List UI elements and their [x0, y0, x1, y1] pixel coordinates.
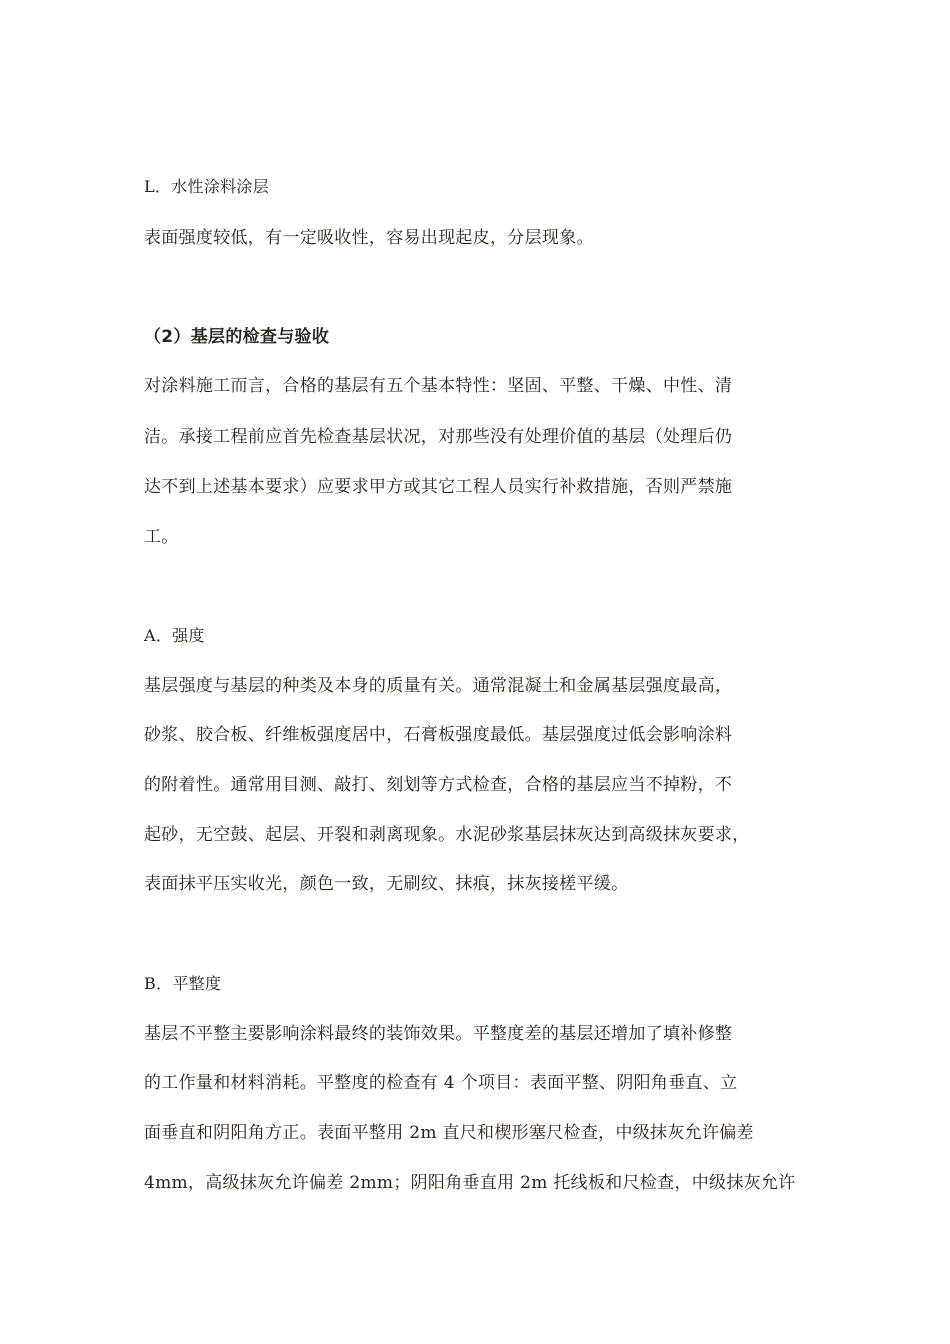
section-b-paragraph-line: 基层不平整主要影响涂料最终的装饰效果。平整度差的基层还增加了填补修整 [144, 1024, 733, 1044]
section-b-paragraph-line: 面垂直和阴阳角方正。表面平整用 2m 直尺和楔形塞尺检查，中级抹灰允许偏差 [144, 1123, 754, 1143]
section-a-paragraph-line: 的附着性。通常用目测、敲打、刻划等方式检查，合格的基层应当不掉粉，不 [144, 775, 733, 795]
section-2-paragraph-line: 达不到上述基本要求）应要求甲方或其它工程人员实行补救措施，否则严禁施 [144, 477, 733, 497]
section-l-title: L．水性涂料涂层 [144, 177, 270, 196]
section-b-title: B．平整度 [144, 974, 222, 993]
section-b-paragraph-line: 4mm，高级抹灰允许偏差 2mm；阴阳角垂直用 2m 托线板和尺检查，中级抹灰允许 [144, 1173, 796, 1193]
section-2-paragraph-line: 工。 [144, 527, 179, 547]
section-a-paragraph-line: 砂浆、胶合板、纤维板强度居中，石膏板强度最低。基层强度过低会影响涂料 [144, 725, 733, 745]
section-2-paragraph-line: 洁。承接工程前应首先检查基层状况，对那些没有处理价值的基层（处理后仍 [144, 427, 733, 447]
section-2-paragraph-line: 对涂料施工而言，合格的基层有五个基本特性：坚固、平整、干燥、中性、清 [144, 376, 733, 396]
section-2-heading: （2）基层的检查与验收 [144, 327, 330, 347]
section-a-paragraph-line: 表面抹平压实收光，颜色一致，无刷纹、抹痕，抹灰接槎平缓。 [144, 874, 629, 894]
section-a-title: A．强度 [144, 626, 205, 645]
section-a-paragraph-line: 基层强度与基层的种类及本身的质量有关。通常混凝土和金属基层强度最高， [144, 676, 733, 696]
section-a-paragraph-line: 起砂，无空鼓、起层、开裂和剥离现象。水泥砂浆基层抹灰达到高级抹灰要求， [144, 825, 750, 845]
section-b-paragraph-line: 的工作量和材料消耗。平整度的检查有 4 个项目：表面平整、阴阳角垂直、立 [144, 1073, 738, 1093]
section-l-paragraph-line: 表面强度较低，有一定吸收性，容易出现起皮，分层现象。 [144, 228, 594, 248]
